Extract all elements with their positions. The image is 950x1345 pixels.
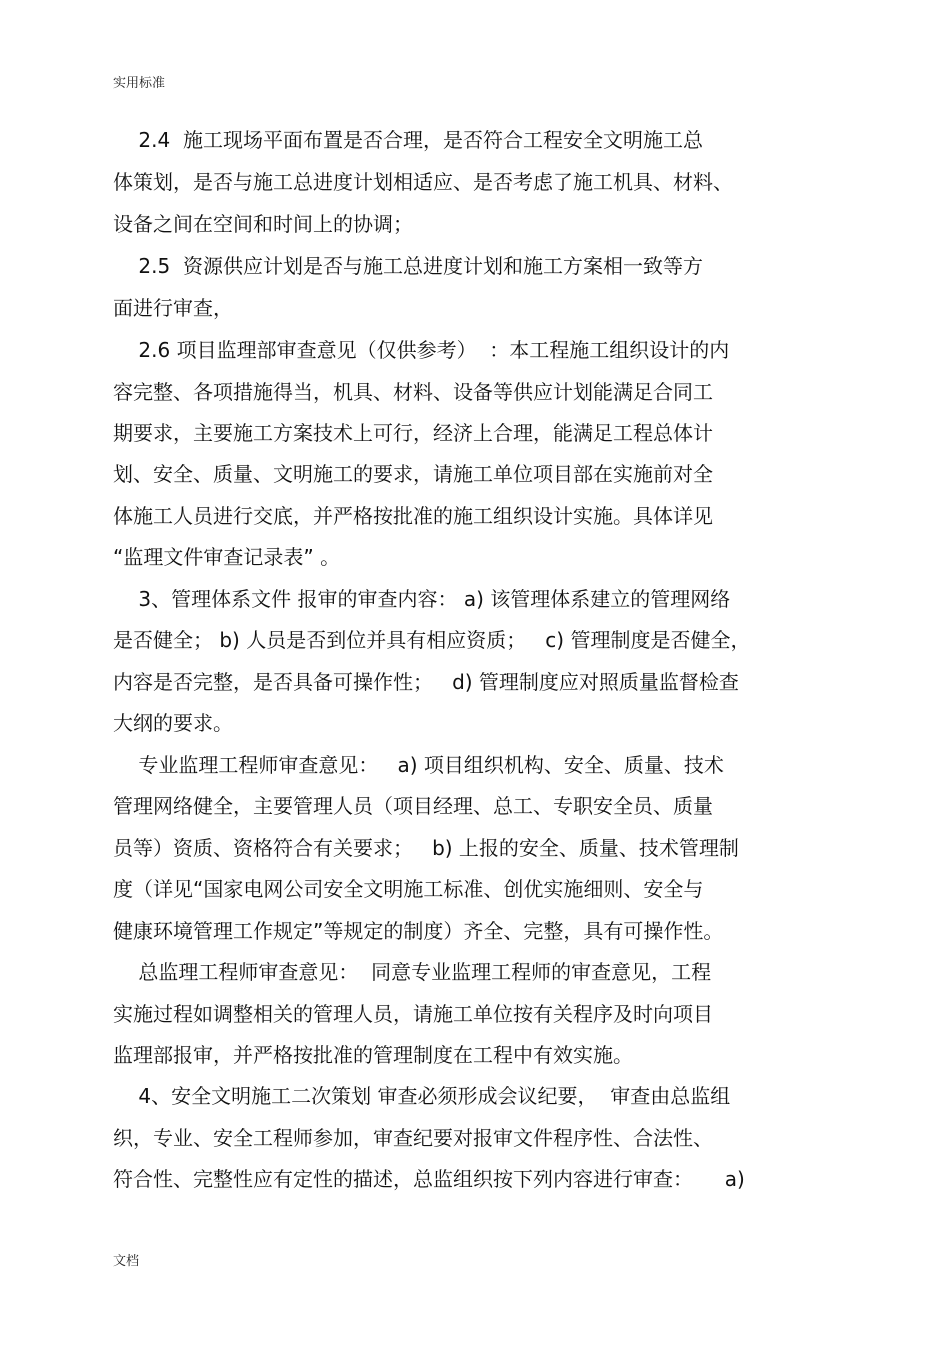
- body-line: 3、管理体系文件 报审的审查内容： a) 该管理体系建立的管理网络: [113, 587, 731, 611]
- body-line: “监理文件审查记录表” 。: [113, 545, 341, 569]
- body-line: 2.6 项目监理部审查意见（仅供参考） ：本工程施工组织设计的内: [113, 338, 730, 362]
- body-line: 总监理工程师审查意见： 同意专业监理工程师的审查意见，工程: [113, 960, 712, 984]
- body-line: 管理网络健全，主要管理人员（项目经理、总工、专职安全员、质量: [113, 794, 713, 818]
- body-line: 面进行审查，: [113, 296, 233, 320]
- body-line: 织，专业、安全工程师参加，审查纪要对报审文件程序性、合法性、: [113, 1126, 713, 1150]
- body-line: 是否健全； b) 人员是否到位并具有相应资质； c) 管理制度是否健全，: [113, 628, 751, 652]
- body-line: 度（详见“国家电网公司安全文明施工标准、创优实施细则、安全与: [113, 877, 704, 901]
- body-line: 2.4 施工现场平面布置是否合理，是否符合工程安全文明施工总: [113, 128, 703, 152]
- body-line: 划、安全、质量、文明施工的要求，请施工单位项目部在实施前对全: [113, 462, 713, 486]
- body-line: 大纲的要求。: [113, 711, 233, 735]
- body-line: 健康环境管理工作规定”等规定的制度）齐全、完整，具有可操作性。: [113, 919, 724, 943]
- body-line: 体策划，是否与施工总进度计划相适应、是否考虑了施工机具、材料、: [113, 170, 733, 194]
- body-line: 设备之间在空间和时间上的协调；: [113, 212, 413, 236]
- body-line: 实施过程如调整相关的管理人员，请施工单位按有关程序及时向项目: [113, 1002, 713, 1026]
- body-line: 监理部报审，并严格按批准的管理制度在工程中有效实施。: [113, 1043, 633, 1067]
- body-line: 内容是否完整，是否具备可操作性； d) 管理制度应对照质量监督检查: [113, 670, 739, 694]
- body-line: 符合性、完整性应有定性的描述，总监组织按下列内容进行审查： a): [113, 1167, 745, 1191]
- body-line: 容完整、各项措施得当，机具、材料、设备等供应计划能满足合同工: [113, 380, 713, 404]
- page-header: 实用标准: [113, 76, 166, 91]
- body-line: 2.5 资源供应计划是否与施工总进度计划和施工方案相一致等方: [113, 254, 703, 278]
- body-line: 4、安全文明施工二次策划 审查必须形成会议纪要， 审查由总监组: [113, 1084, 731, 1108]
- body-line: 体施工人员进行交底，并严格按批准的施工组织设计实施。具体详见: [113, 504, 713, 528]
- body-line: 员等）资质、资格符合有关要求； b) 上报的安全、质量、技术管理制: [113, 836, 739, 860]
- body-line: 期要求，主要施工方案技术上可行，经济上合理，能满足工程总体计: [113, 421, 713, 445]
- page-footer: 文档: [113, 1254, 140, 1269]
- body-line: 专业监理工程师审查意见： a) 项目组织机构、安全、质量、技术: [113, 753, 724, 777]
